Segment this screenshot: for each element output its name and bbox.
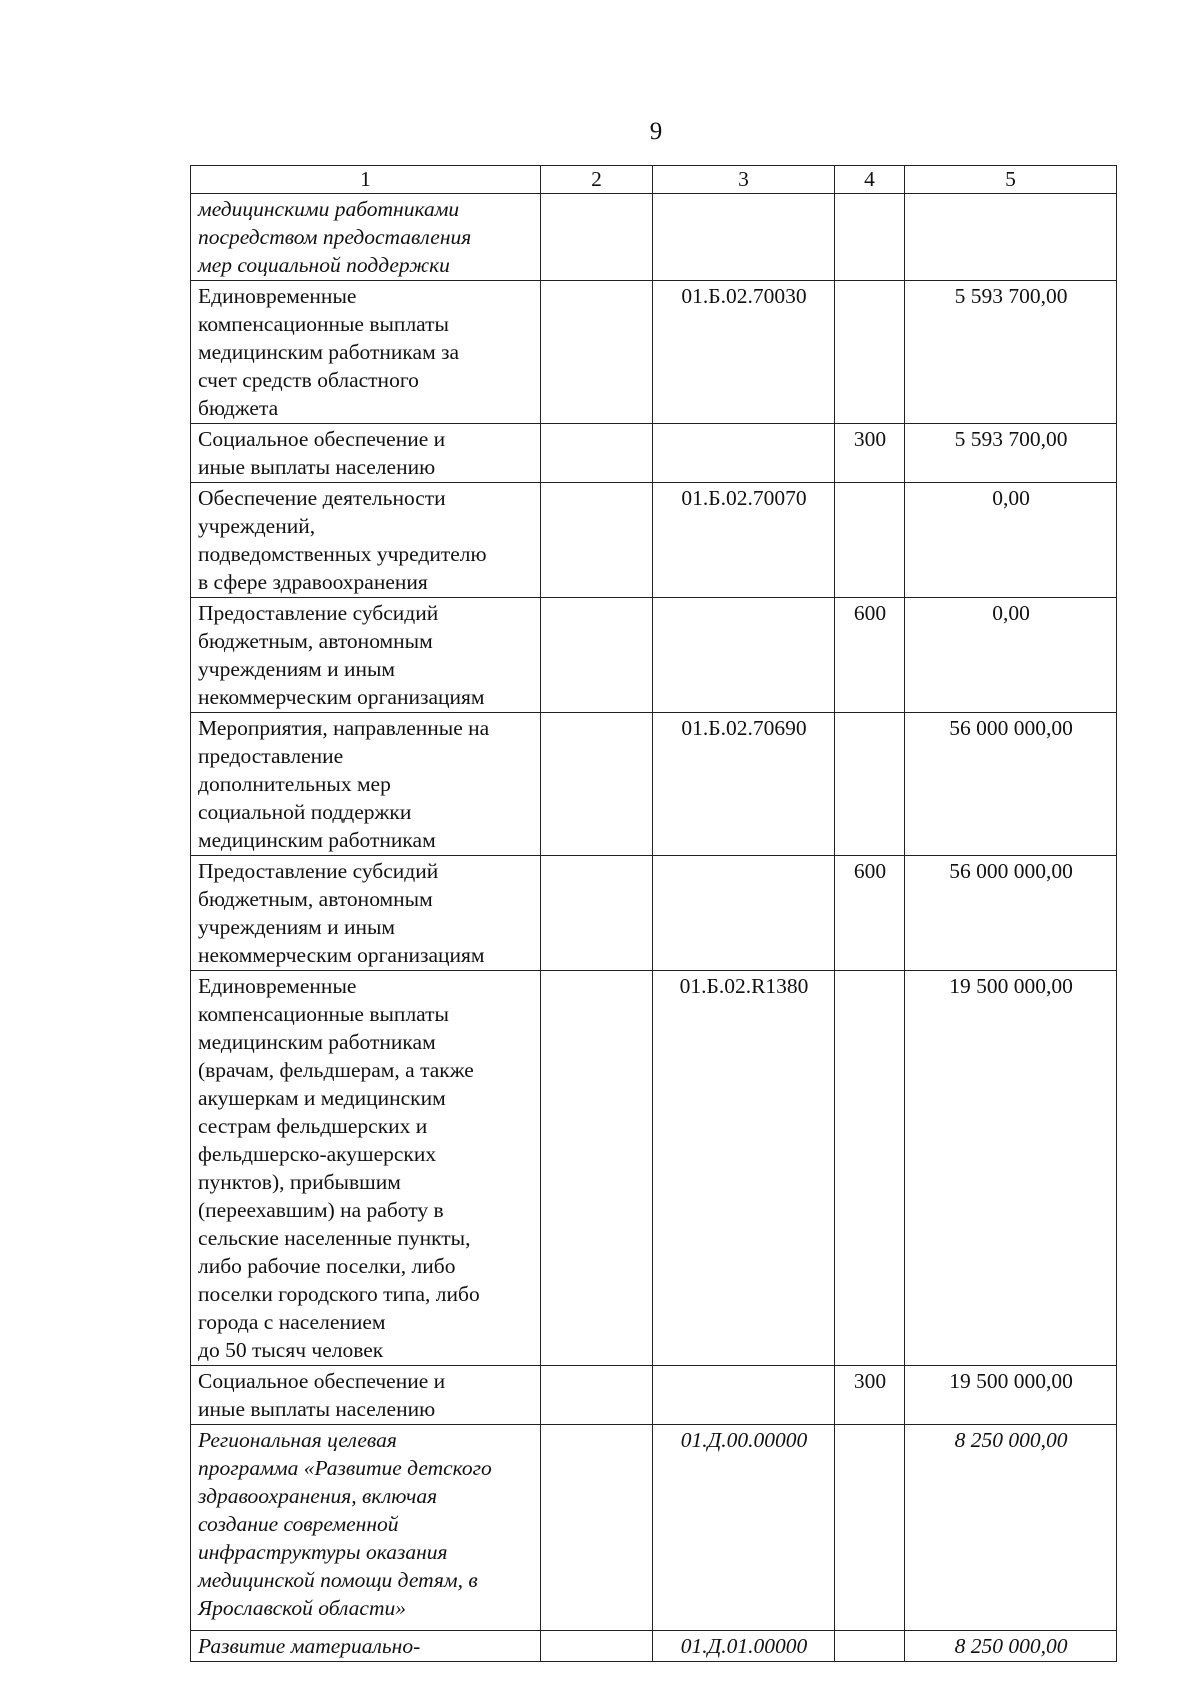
row-amount-cell: 19 500 000,00 <box>905 971 1117 1366</box>
row-name-cell: Мероприятия, направленные на предоставление дополнительных мер социальной поддержки медицинским работникам <box>191 713 541 856</box>
table-row <box>191 971 1117 1366</box>
header-cell-2: 2 <box>541 166 653 194</box>
row-name-cell: Развитие материально- <box>191 1631 541 1662</box>
table-row <box>191 856 1117 971</box>
row-name-cell: Обеспечение деятельности учреждений, подведомственных учредителю в сфере здравоохранения <box>191 483 541 598</box>
row-col2-cell <box>541 424 653 483</box>
row-kind-cell: 300 <box>835 424 905 483</box>
row-kind-cell <box>835 483 905 598</box>
row-name-cell: Социальное обеспечение и иные выплаты населению <box>191 424 541 483</box>
row-code-cell <box>653 856 835 971</box>
row-name-cell: Единовременные компенсационные выплаты медицинским работникам за счет средств областного бюджета <box>191 281 541 424</box>
table-row <box>191 1366 1117 1425</box>
row-name-cell: Предоставление субсидий бюджетным, автономным учреждениям и иным некоммерческим организациям <box>191 598 541 713</box>
row-kind-cell: 300 <box>835 1366 905 1425</box>
table-row <box>191 1425 1117 1631</box>
row-col2-cell <box>541 1425 653 1631</box>
row-col2-cell <box>541 856 653 971</box>
row-amount-cell: 0,00 <box>905 598 1117 713</box>
row-col2-cell <box>541 1366 653 1425</box>
page-number: 9 <box>649 118 663 145</box>
header-cell-1: 1 <box>191 166 541 194</box>
row-name-cell: Единовременные компенсационные выплаты медицинским работникам (врачам, фельдшерам, а также акушеркам и медицинским сестрам фельдшерских и фельдшерско-акушерских пунктов), прибывшим (переехавшим) на работу в сельские населенные пункты, либо рабочие поселки, либо поселки городского типа, либо города с населением до 50 тысяч человек <box>191 971 541 1366</box>
row-kind-cell: 600 <box>835 856 905 971</box>
header-cell-5: 5 <box>905 166 1117 194</box>
row-name-cell: Региональная целевая программа «Развитие детского здравоохранения, включая создание современной инфраструктуры оказания медицинской помощи детям, в Ярославской области» <box>191 1425 541 1631</box>
row-code-cell: 01.Б.02.70070 <box>653 483 835 598</box>
row-kind-cell <box>835 194 905 281</box>
row-amount-cell: 5 593 700,00 <box>905 424 1117 483</box>
row-amount-cell: 56 000 000,00 <box>905 713 1117 856</box>
header-cell-4: 4 <box>835 166 905 194</box>
row-code-cell: 01.Д.01.00000 <box>653 1631 835 1662</box>
row-code-cell: 01.Д.00.00000 <box>653 1425 835 1631</box>
row-col2-cell <box>541 713 653 856</box>
row-kind-cell <box>835 1425 905 1631</box>
header-cell-3: 3 <box>653 166 835 194</box>
table-header <box>191 166 1117 194</box>
row-kind-cell <box>835 1631 905 1662</box>
row-kind-cell: 600 <box>835 598 905 713</box>
row-name-cell: Социальное обеспечение и иные выплаты населению <box>191 1366 541 1425</box>
table-row <box>191 598 1117 713</box>
row-col2-cell <box>541 194 653 281</box>
table-body <box>191 194 1117 1662</box>
row-col2-cell <box>541 971 653 1366</box>
row-col2-cell <box>541 483 653 598</box>
table-row <box>191 483 1117 598</box>
row-name-cell: медицинскими работниками посредством предоставления мер социальной поддержки <box>191 194 541 281</box>
row-code-cell: 01.Б.02.R1380 <box>653 971 835 1366</box>
row-col2-cell <box>541 1631 653 1662</box>
table-row <box>191 194 1117 281</box>
row-amount-cell <box>905 194 1117 281</box>
row-amount-cell: 0,00 <box>905 483 1117 598</box>
row-code-cell <box>653 424 835 483</box>
row-code-cell <box>653 194 835 281</box>
table-row <box>191 713 1117 856</box>
table-row <box>191 281 1117 424</box>
row-col2-cell <box>541 281 653 424</box>
table-row <box>191 424 1117 483</box>
row-col2-cell <box>541 598 653 713</box>
row-kind-cell <box>835 281 905 424</box>
row-amount-cell: 5 593 700,00 <box>905 281 1117 424</box>
row-code-cell: 01.Б.02.70030 <box>653 281 835 424</box>
budget-table <box>190 165 1117 1662</box>
row-amount-cell: 8 250 000,00 <box>905 1631 1117 1662</box>
row-kind-cell <box>835 713 905 856</box>
table-header-row <box>191 166 1117 194</box>
row-name-cell: Предоставление субсидий бюджетным, автономным учреждениям и иным некоммерческим организациям <box>191 856 541 971</box>
row-amount-cell: 56 000 000,00 <box>905 856 1117 971</box>
row-code-cell <box>653 598 835 713</box>
row-kind-cell <box>835 971 905 1366</box>
row-code-cell <box>653 1366 835 1425</box>
row-amount-cell: 8 250 000,00 <box>905 1425 1117 1631</box>
row-amount-cell: 19 500 000,00 <box>905 1366 1117 1425</box>
table-row <box>191 1631 1117 1662</box>
row-code-cell: 01.Б.02.70690 <box>653 713 835 856</box>
